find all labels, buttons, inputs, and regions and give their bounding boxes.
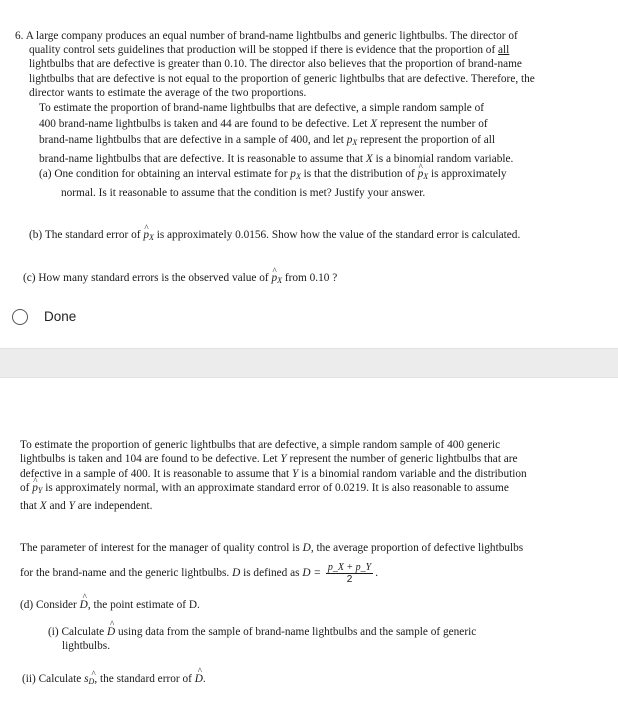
done-radio[interactable] bbox=[12, 309, 28, 325]
brand-name-paragraph: To estimate the proportion of brand-name lightbulbs that are defective, a simple random sample of 400 brand-name lightbulbs is taken and 44 are found to be defective. Let X represent the number of brand-name lightbulbs that are defective in a sample of 400, and let $p_X$ represent the proportion of all brand-name lightbulbs that are defective. It is reasonable to assume that X is a binomial random variable. bbox=[39, 102, 514, 165]
formula-lhs: D = bbox=[302, 567, 321, 579]
parameter-line: The parameter of interest for the manager of quality control is D, the average proportion of defective lightbulbs bbox=[20, 542, 524, 554]
part-d-ii: (ii) Calculate s^ D, the standard error of ^ D. bbox=[22, 672, 602, 689]
formula-denominator: 2 bbox=[346, 573, 353, 585]
part-a: (a) One condition for obtaining an interval estimate for $p_X$ is that the distribution of ^ $p_X$ is approximately normal. Is it reasonable to assume that the condition is met? Justify your answer. bbox=[39, 166, 609, 201]
part-c: (c) How many standard errors is the observed value of ^ $p_X$ from 0.10 ? bbox=[23, 271, 603, 288]
part-b: (b) The standard error of ^ $p_X$ is approximately 0.0156. Show how the value of the standard error is calculated. bbox=[29, 228, 609, 245]
part-d: (d) Consider ^ D, the point estimate of D. bbox=[20, 598, 610, 612]
q6-intro: 6. A large company produces an equal number of brand-name lightbulbs and generic lightbulbs. The director of quality control sets guidelines that production will be stopped if there is evidence that the proportion of all lightbulbs that are defective is greater than 0.10. The director also believes that the proportion of brand-name lightbulbs that are defective is not equal to the proportion of generic lightbulbs that are defective. Therefore, the director wants to estimate the average of the two proportions. bbox=[15, 30, 535, 99]
parameter-definition: for the brand-name and the generic lightbulbs. D is defined as D = $\frac{p\_X + p\_Y}{2}$ . bbox=[20, 561, 379, 585]
formula-fraction bbox=[326, 562, 373, 585]
question-number: 6. bbox=[15, 30, 24, 42]
generic-paragraph: To estimate the proportion of generic lightbulbs that are defective, a simple random sample of 400 generic lightbulbs is taken and 104 are found to be defective. Let Y represent the number of generic lightbulbs that are defective in a sample of 400. It is reasonable to assume that Y is a binomial random variable and the distribution of ^ $p_Y$ is approximately normal, with an approximate standard error of 0.0219. It is also reasonable to assume that X and Y are independent. bbox=[20, 438, 610, 513]
section-divider bbox=[0, 348, 618, 378]
done-label[interactable]: Done bbox=[44, 309, 77, 324]
formula-numerator: p_X + p_Y bbox=[327, 561, 372, 573]
part-d-i: (i) Calculate ^ D using data from the sample of brand-name lightbulbs and the sample of generic lightbulbs. bbox=[48, 625, 608, 653]
